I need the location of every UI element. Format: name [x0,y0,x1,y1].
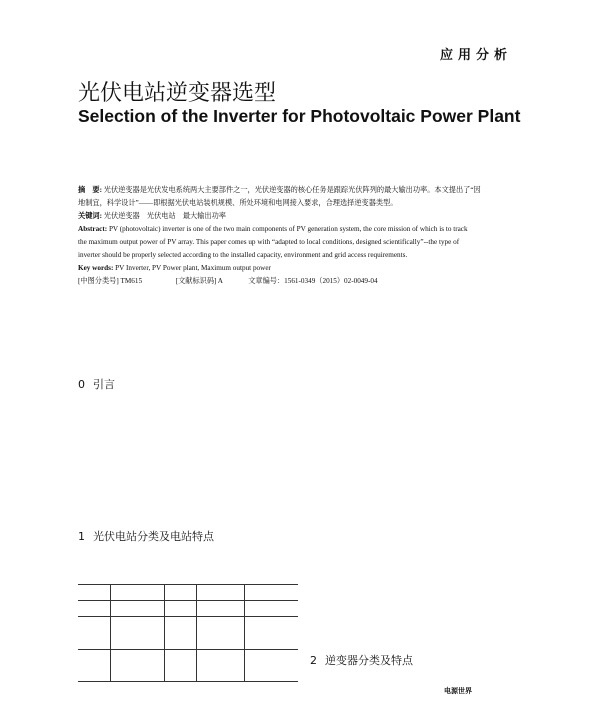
keywords-cn [78,210,530,223]
abstract-en-label: Abstract: [78,225,108,233]
table-rule [78,649,298,650]
abstract-en-line2: the maximum output power of PV array. This paper comes up with “adapted to local conditions, designed scientifically”--the type of [78,238,460,246]
document-code: [文献标识码] A [175,277,223,285]
title-chinese: 光伏电站逆变器选型 [78,81,277,106]
clc-number: [中图分类号] TM615 [78,277,143,285]
article-number: 文章编号：1561-0349（2015）02-0049-04 [248,277,378,285]
table [78,584,298,682]
keywords-cn-text: 光伏逆变器 光伏电站 最大输出功率 [103,212,226,220]
abstract-cn-label: 摘 要: [78,186,102,194]
section-2-heading [310,652,413,668]
section-1-number: 1 [78,530,85,543]
abstract-en-line1 [78,223,530,236]
abstract-en-line3: inverter should be properly selected according to the installed capacity, environment and grid access requirements. [78,251,408,259]
abstract-cn-line1 [78,184,530,197]
section-tag: 应用分析 [439,48,512,63]
abstract-en-text1: PV (photovoltaic) inverter is one of the two main components of PV generation system, the core mission of which is to track [108,225,468,233]
table-col-divider [164,584,165,682]
table-rule-top [78,584,298,585]
abstract-cn [78,184,530,288]
section-2-number: 2 [310,654,317,667]
table-rule [78,616,298,617]
abstract-cn-text1: 光伏逆变器是光伏发电系统两大主要部件之一，光伏逆变器的核心任务是跟踪光伏阵列的最大输出功率。本文提出了“因 [103,186,481,194]
table-col-divider [110,584,111,682]
table-rule-bottom [78,681,298,682]
keywords-en [78,262,530,275]
table-col-divider [244,584,245,682]
abstract-cn-line2: 地制宜，科学设计”——即根据光伏电站装机规模、所处环境和电网接入要求，合理选择逆变器类型。 [78,199,398,207]
keywords-en-label: Key words: [78,264,114,272]
table-rule [78,600,298,601]
section-1-title: 光伏电站分类及电站特点 [93,530,214,543]
section-2-title: 逆变器分类及特点 [325,654,413,667]
section-0-heading [78,376,115,392]
journal-footer: 电源世界 [444,686,472,695]
table-col-divider [196,584,197,682]
keywords-cn-label: 关键词: [78,212,102,220]
section-0-number: 0 [78,378,85,391]
title-english: Selection of the Inverter for Photovoltaic Power Plant [78,106,521,126]
section-0-title: 引言 [93,378,115,391]
classification-line [78,275,530,288]
keywords-en-text: PV Inverter, PV Power plant, Maximum output power [115,264,271,272]
section-1-heading [78,528,214,544]
